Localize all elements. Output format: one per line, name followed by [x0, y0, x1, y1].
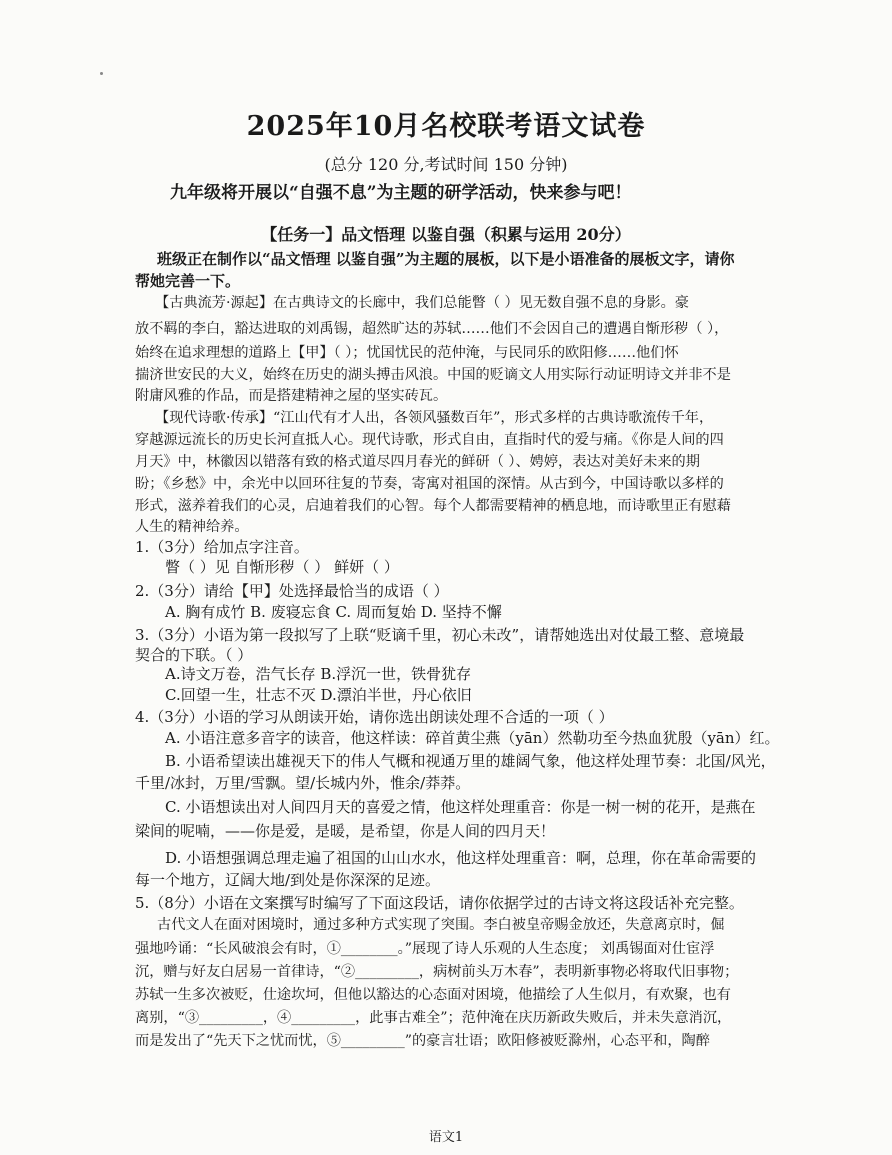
q1-items: 瞥（ ）见 自惭形秽（ ） 鲜妍（ ）: [165, 558, 399, 576]
passage-p2-line3: 月天》中，林徽因以错落有致的格式道尽四月春光的鲜研（ ）、娉婷，表达对美好未来的期: [135, 454, 700, 470]
task1-desc-line1: 班级正在制作以“品文悟理 以鉴自强”为主题的展板，以下是小语准备的展板文字，请你: [157, 250, 735, 268]
task1-heading: 【任务一】品文悟理 以鉴自强（积累与运用 20分）: [261, 225, 631, 244]
passage-p1-line4: 揣济世安民的大义，始终在历史的湖头搏击风浪。中国的贬谪文人用实际行动证明诗文并非不是: [135, 367, 731, 383]
passage-p2-line4: 盼；《乡愁》中，余光中以回环往复的节奏，寄寓对祖国的深情。从古到今，中国诗歌以多样的: [135, 476, 724, 492]
passage-p1-line2: 放不羁的李白，豁达进取的刘禹锡，超然旷达的苏轼……他们不会因自己的遭遇自惭形秽（ ），: [135, 321, 729, 337]
q4-option-a: A. 小语注意多音字的读音，他这样读：碎首黄尘燕（yān）然勒功至今热血犹殷（yān）红。: [165, 729, 780, 747]
q5-text-line6: 而是发出了“先天下之忧而忧，⑤_________”的豪言壮语；欧阳修被贬滁州，心态平和，陶醉: [135, 1033, 710, 1049]
q5-text-line4: 苏轼一生多次被贬，仕途坎坷，但他以豁达的心态面对困境，他描绘了人生似月，有欢聚，也有: [135, 987, 731, 1003]
scan-speck: [100, 72, 103, 75]
exam-subtitle: (总分 120 分,考试时间 150 分钟): [324, 155, 568, 174]
q2-stem: 2.（3分）请给【甲】处选择最恰当的成语（ ）: [135, 582, 449, 600]
passage-p1-line5: 附庸风雅的作品，而是搭建精神之屋的坚实砖瓦。: [135, 388, 448, 404]
q5-text-line3: 沉，赠与好友白居易一首律诗，“②_________，病树前头万木春”，表明新事物必将取代旧事物；: [135, 964, 739, 980]
q5-text-line1: 古代文人在面对困境时，通过多种方式实现了突围。李白被皇帝赐金放还，失意离京时，倔: [157, 917, 725, 933]
passage-p2-line6: 人生的精神给养。: [135, 519, 249, 535]
intro-line: 九年级将开展以“自强不息”为主题的研学活动，快来参与吧！: [170, 183, 632, 203]
q4-stem: 4.（3分）小语的学习从朗读开始，请你选出朗读处理不合适的一项（ ）: [135, 708, 614, 726]
q4-option-b-line1: B. 小语希望读出雄视天下的伟人气概和视通万里的雄阔气象，他这样处理节奏：北国/风光，: [165, 752, 776, 770]
q4-option-c-line1: C. 小语想读出对人间四月天的喜爱之情，他这样处理重音：你是一树一树的花开，是燕在: [165, 798, 756, 816]
passage-p2-line2: 穿越源远流长的历史长河直抵人心。现代诗歌，形式自由，直指时代的爱与痛。《你是人间的四: [135, 432, 724, 448]
page-number: 语文1: [428, 1130, 464, 1145]
exam-title: 2025年10月名校联考语文试卷: [246, 111, 646, 142]
q5-text-line2: 强地吟诵：“长风破浪会有时，①________。”展现了诗人乐观的人生态度； 刘禹锡面对仕宦浮: [135, 941, 715, 957]
q2-options: A. 胸有成竹 B. 废寝忘食 C. 周而复始 D. 坚持不懈: [165, 603, 502, 621]
q3-options-row1: A.诗文万卷，浩气长存 B.浮沉一世，铁骨犹存: [165, 665, 472, 683]
q4-option-c-line2: 梁间的呢喃，——你是爱，是暖，是希望，你是人间的四月天！: [135, 822, 556, 840]
q4-option-d-line2: 每一个地方，辽阔大地/到处是你深深的足迹。: [135, 871, 441, 889]
q4-option-d-line1: D. 小语想强调总理走遍了祖国的山山水水，他这样处理重音：啊，总理，你在革命需要的: [165, 849, 757, 867]
q3-stem-line1: 3.（3分）小语为第一段拟写了上联“贬谪千里，初心未改”，请帮她选出对仗最工整、意境最: [135, 626, 745, 644]
q1-stem: 1.（3分）给加点字注音。: [135, 538, 309, 556]
q5-text-line5: 离别，“③_________，④_________，此事古难全”；范仲淹在庆历新政失败后，并未失意消沉，: [135, 1010, 732, 1026]
task1-desc-line2: 帮她完善一下。: [135, 272, 241, 290]
passage-p2-line1: 【现代诗歌·传承】“江山代有才人出，各领风骚数百年”，形式多样的古典诗歌流传千年，: [155, 410, 714, 426]
passage-p1-line3: 始终在追求理想的道路上【甲】（ ）；忧国忧民的范仲淹，与民同乐的欧阳修……他们怀: [135, 345, 679, 361]
q4-option-b-line2: 千里/冰封，万里/雪飘。望/长城内外，惟余/莽莽。: [135, 774, 471, 792]
q5-stem: 5.（8分）小语在文案撰写时编写了下面这段话，请你依据学过的古诗文将这段话补充完整。: [135, 894, 744, 912]
q3-stem-line2: 契合的下联。（ ）: [135, 646, 253, 664]
q3-options-row2: C.回望一生，壮志不灭 D.漂泊半世，丹心依旧: [165, 686, 472, 704]
passage-p2-line5: 形式，滋养着我们的心灵，启迪着我们的心智。每个人都需要精神的栖息地，而诗歌里正有慰藉: [135, 498, 731, 514]
passage-p1-line1: 【古典流芳·源起】在古典诗文的长廊中，我们总能瞥（ ）见无数自强不息的身影。豪: [155, 295, 689, 311]
